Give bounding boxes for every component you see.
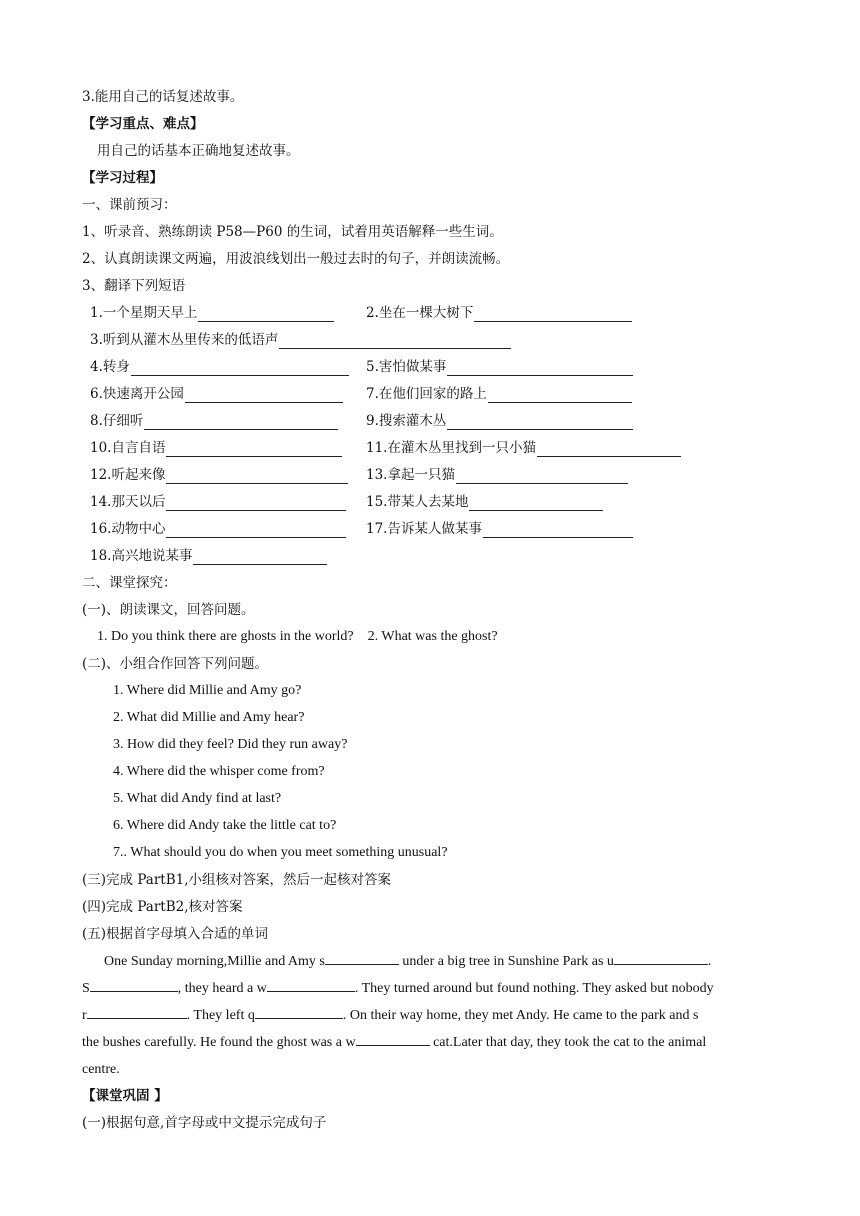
sub1-questions: 1. Do you think there are ghosts in the world? 2. What was the ghost? (97, 629, 498, 644)
answer-blank[interactable] (447, 415, 633, 430)
phrase-label: 14.那天以后 (90, 494, 166, 510)
answer-blank[interactable] (166, 523, 346, 538)
phrase-item (90, 493, 346, 511)
sub5-task: (五)根据首字母填入合适的单词 (82, 926, 269, 942)
phrase-row (90, 547, 710, 567)
group-question: 1. Where did Millie and Amy go? (113, 683, 302, 698)
phrase-item (90, 304, 334, 322)
phrase-row (90, 331, 710, 351)
cloze-line (82, 1029, 780, 1056)
answer-blank[interactable] (279, 334, 511, 349)
cloze-blank[interactable] (614, 951, 708, 965)
phrase-row (90, 304, 710, 324)
answer-blank[interactable] (166, 442, 342, 457)
group-question: 7.. What should you do when you meet something unusual? (113, 845, 448, 860)
phrase-label: 4.转身 (90, 359, 130, 375)
phrase-item (90, 331, 511, 349)
phrase-item (90, 385, 343, 403)
answer-blank[interactable] (198, 307, 334, 322)
answer-blank[interactable] (483, 523, 633, 538)
preview-task-3: 3、翻译下列短语 (82, 278, 186, 294)
phrase-label: 2.坐在一棵大树下 (366, 305, 474, 321)
phrase-label: 15.带某人去某地 (366, 494, 469, 510)
phrase-item (366, 412, 633, 430)
answer-blank[interactable] (469, 496, 603, 511)
cloze-text: centre. (82, 1062, 120, 1077)
phrase-item (90, 358, 349, 376)
answer-blank[interactable] (144, 415, 338, 430)
phrase-item (90, 412, 338, 430)
key-points-text: 用自己的话基本正确地复述故事。 (97, 143, 300, 159)
phrase-label: 16.动物中心 (90, 521, 166, 537)
sub4-task: (四)完成 PartB2,核对答案 (82, 899, 243, 915)
phrase-label: 18.高兴地说某事 (90, 548, 193, 564)
answer-blank[interactable] (166, 496, 346, 511)
cloze-text: , they heard a w (177, 981, 267, 996)
sub3-task: (三)完成 PartB1,小组核对答案，然后一起核对答案 (82, 872, 392, 888)
phrase-item (366, 439, 681, 457)
process-heading: 【学习过程】 (82, 170, 163, 186)
cloze-text: cat.Later that day, they took the cat to the animal (429, 1035, 707, 1050)
phrase-row (90, 466, 710, 486)
cloze-line (82, 948, 780, 975)
phrase-label: 5.害怕做某事 (366, 359, 447, 375)
preview-task-2: 2、认真朗读课文两遍，用波浪线划出一般过去时的句子，并朗读流畅。 (82, 251, 510, 267)
phrase-row (90, 439, 710, 459)
cloze-line (82, 1056, 780, 1083)
group-question: 2. What did Millie and Amy hear? (113, 710, 305, 725)
part2-title: 二、课堂探究： (82, 575, 177, 591)
phrase-item (90, 520, 346, 538)
phrase-label: 8.仔细听 (90, 413, 144, 429)
consolidate-heading: 【课堂巩固 】 (82, 1088, 168, 1104)
phrase-label: 1.一个星期天早上 (90, 305, 198, 321)
cloze-text: . They turned around but found nothing. They asked but nobody (354, 981, 714, 996)
phrase-item (90, 439, 342, 457)
phrase-item (366, 358, 633, 376)
phrase-label: 10.自言自语 (90, 440, 166, 456)
part1-title: 一、课前预习： (82, 197, 177, 213)
group-question: 3. How did they feel? Did they run away? (113, 737, 348, 752)
phrase-row (90, 358, 710, 378)
sub2-title: (二)、小组合作回答下列问题。 (82, 656, 269, 672)
phrase-label: 9.搜索灌木丛 (366, 413, 447, 429)
phrase-label: 11.在灌木丛里找到一只小猫 (366, 440, 536, 456)
phrase-label: 3.听到从灌木丛里传来的低语声 (90, 332, 279, 348)
answer-blank[interactable] (447, 361, 633, 376)
phrase-item (366, 493, 603, 511)
cloze-blank[interactable] (325, 951, 399, 965)
phrase-label: 6.快速离开公园 (90, 386, 184, 402)
cloze-text: . (707, 954, 712, 969)
phrase-label: 13.拿起一只猫 (366, 467, 455, 483)
group-question: 4. Where did the whisper come from? (113, 764, 325, 779)
answer-blank[interactable] (456, 469, 628, 484)
answer-blank[interactable] (131, 361, 349, 376)
cloze-text: S (82, 981, 90, 996)
answer-blank[interactable] (166, 469, 348, 484)
cloze-text: . They left q (186, 1008, 255, 1023)
answer-blank[interactable] (537, 442, 681, 457)
phrase-item (366, 304, 632, 322)
phrase-label: 17.告诉某人做某事 (366, 521, 482, 537)
cloze-blank[interactable] (267, 978, 355, 992)
group-question: 5. What did Andy find at last? (113, 791, 282, 806)
answer-blank[interactable] (193, 550, 327, 565)
phrase-item (366, 520, 633, 538)
phrase-label: 12.听起来像 (90, 467, 166, 483)
phrase-item (90, 547, 327, 565)
phrase-item (366, 466, 628, 484)
cloze-blank[interactable] (90, 978, 178, 992)
cloze-paragraph (82, 948, 780, 1083)
sub1-title: (一)、朗读课文，回答问题。 (82, 602, 255, 618)
phrase-row (90, 493, 710, 513)
phrase-row (90, 412, 710, 432)
cloze-text: . On their way home, they met Andy. He came to the park and s (342, 1008, 699, 1023)
answer-blank[interactable] (185, 388, 343, 403)
phrase-label: 7.在他们回家的路上 (366, 386, 487, 402)
cloze-text: One Sunday morning,Millie and Amy s (104, 954, 325, 969)
cloze-line (82, 975, 780, 1002)
preview-task-1: 1、听录音、熟练朗读 P58—P60 的生词，试着用英语解释一些生词。 (82, 224, 503, 240)
phrase-row (90, 385, 710, 405)
cloze-text: r (82, 1008, 87, 1023)
group-question: 6. Where did Andy take the little cat to? (113, 818, 337, 833)
phrase-item (366, 385, 632, 403)
cloze-blank[interactable] (87, 1005, 187, 1019)
consolidate-sub1: (一)根据句意,首字母或中文提示完成句子 (82, 1115, 327, 1131)
key-points-heading: 【学习重点、难点】 (82, 116, 204, 132)
cloze-text: under a big tree in Sunshine Park as u (398, 954, 614, 969)
cloze-text: the bushes carefully. He found the ghost was a w (82, 1035, 356, 1050)
phrase-row (90, 520, 710, 540)
phrase-item (90, 466, 348, 484)
cloze-line (82, 1002, 780, 1029)
answer-blank[interactable] (474, 307, 632, 322)
answer-blank[interactable] (488, 388, 632, 403)
learning-goal-3: 3.能用自己的话复述故事。 (82, 89, 244, 105)
cloze-blank[interactable] (356, 1032, 430, 1046)
cloze-blank[interactable] (255, 1005, 343, 1019)
